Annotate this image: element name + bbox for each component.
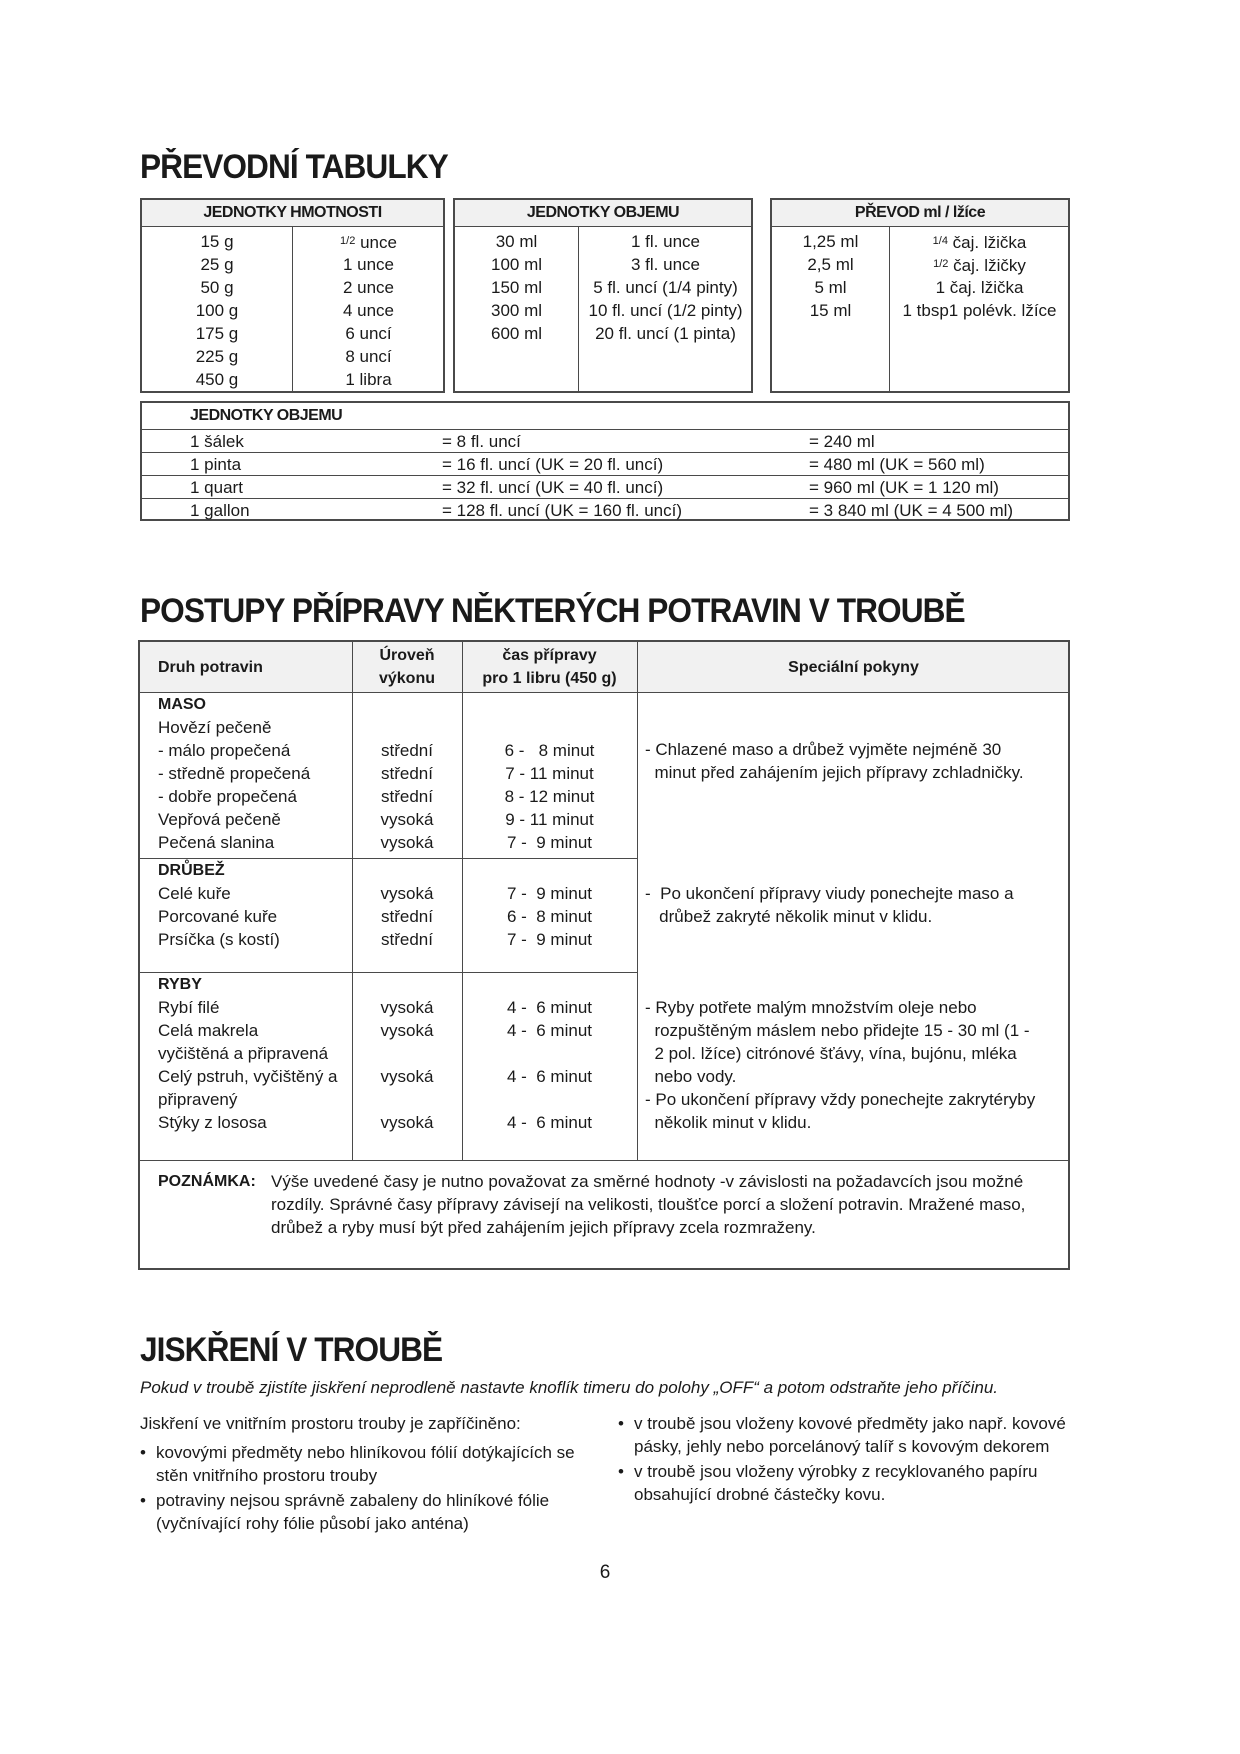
weight-ounces-cell: $^{1/2}$ unce <box>340 233 397 252</box>
cooking-time <box>462 716 637 739</box>
weight-grams-cell: 25 g <box>200 255 234 274</box>
spoon-ml-column <box>772 230 889 322</box>
weight-ounces-cell: 1 libra <box>345 370 392 389</box>
spoon-spoon-column <box>889 230 1070 322</box>
cooking-time: 7 - 9 minut <box>506 833 593 852</box>
food-name: Porcované kuře <box>158 907 278 926</box>
sparking-section-title: JISKŘENÍ V TROUBĚ <box>140 1331 443 1369</box>
cooking-time: 7 - 9 minut <box>506 884 593 903</box>
weight-grams-cell: 50 g <box>200 278 234 297</box>
power-level: vysoká <box>380 998 434 1017</box>
note-line: - Chlazené maso a drůbež vyjměte nejméně 30 <box>645 740 1002 759</box>
power-level: vysoká <box>380 1021 434 1040</box>
special-notes <box>645 882 1014 928</box>
weight-ounces-cell: 2 unce <box>342 278 395 297</box>
power-level: vysoká <box>380 833 434 852</box>
volume-equivalents-table <box>140 401 1070 521</box>
fl-oz-value: = 128 fl. uncí (UK = 160 fl. uncí) <box>442 501 683 520</box>
volume-oz-cell: 1 fl. unce <box>631 232 700 251</box>
sparking-right-column <box>618 1412 1070 1506</box>
volume-equivalents-row <box>142 429 1068 453</box>
power-level: vysoká <box>380 884 434 903</box>
fraction: 1/4 <box>932 235 948 247</box>
note-line: minut před zahájením jejich přípravy zchladničky. <box>645 763 1024 782</box>
note-line: - Po ukončení přípravy viudy ponechejte maso a <box>645 884 1014 903</box>
special-notes <box>645 996 1035 1134</box>
weight-ounces-cell: 4 unce <box>342 301 395 320</box>
power-column <box>352 716 462 854</box>
sparking-cause-item: • potraviny nejsou správně zabaleny do hliníkové fólie (vyčnívající rohy fólie působí jako anténa) <box>140 1489 600 1535</box>
power-level <box>352 1042 462 1065</box>
volume-units-header: JEDNOTKY OBJEMU <box>455 200 751 227</box>
volume-units-table <box>453 198 753 393</box>
unit-name: 1 šálek <box>190 432 244 451</box>
spoon-spoon-cell: 1 čaj. lžička <box>935 278 1024 297</box>
power-level: střední <box>381 907 433 926</box>
time-column <box>462 996 637 1134</box>
time-column <box>462 882 637 951</box>
weight-ounces-column <box>292 230 445 391</box>
power-level: střední <box>381 930 433 949</box>
food-name: Pečená slanina <box>158 833 275 852</box>
header-food: Druh potravin <box>158 659 263 676</box>
fl-oz-value: = 16 fl. uncí (UK = 20 fl. uncí) <box>442 455 664 474</box>
sparking-cause-item: • v troubě jsou vloženy výrobky z recyklovaného papíru obsahující drobné částečky kovu. <box>618 1460 1070 1506</box>
header-time: čas přípravy pro 1 libru (450 g) <box>482 647 617 687</box>
spoon-conversion-header: PŘEVOD ml / lžíce <box>772 200 1068 227</box>
fl-oz-value: = 32 fl. uncí (UK = 40 fl. uncí) <box>442 478 664 497</box>
food-name: Vepřová pečeně <box>158 810 281 829</box>
group-title: DRŮBEŽ <box>158 862 225 879</box>
note-line: několik minut v klidu. <box>645 1113 812 1132</box>
sparking-left-column <box>140 1412 600 1535</box>
weight-ounces-cell: 6 uncí <box>345 324 392 343</box>
cooking-time: 4 - 6 minut <box>506 1067 593 1086</box>
fraction: 1/2 <box>933 258 949 270</box>
food-name: vyčištěná a připravená <box>158 1044 329 1063</box>
group-title: MASO <box>158 696 206 713</box>
volume-ml-cell: 30 ml <box>495 232 538 251</box>
weight-grams-cell: 450 g <box>195 370 239 389</box>
food-column <box>158 996 338 1134</box>
spoon-ml-cell: 15 ml <box>809 301 852 320</box>
page-title-conversion-tables: PŘEVODNÍ TABULKY <box>140 148 448 186</box>
note-label: POZNÁMKA: <box>158 1173 256 1190</box>
ml-value: = 3 840 ml (UK = 4 500 ml) <box>809 501 1014 520</box>
volume-equivalents-header: JEDNOTKY OBJEMU <box>190 407 343 424</box>
food-name: Prsíčka (s kostí) <box>158 930 280 949</box>
volume-equivalents-row <box>142 498 1068 522</box>
weight-grams-column <box>142 230 292 391</box>
cooking-time: 6 - 8 minut <box>506 907 593 926</box>
cooking-table <box>138 640 1070 1270</box>
note-line: drůbež zakryté několik minut v klidu. <box>645 907 933 926</box>
note-line: 2 pol. lžíce) citrónové šťávy, vína, bujónu, mléka <box>645 1044 1017 1063</box>
cooking-time: 7 - 11 minut <box>505 764 594 783</box>
note-line: - Ryby potřete malým množstvím oleje nebo <box>645 998 977 1017</box>
volume-oz-cell: 5 fl. uncí (1/4 pinty) <box>593 278 738 297</box>
cooking-time: 8 - 12 minut <box>504 787 595 806</box>
volume-equivalents-row <box>142 475 1068 499</box>
cooking-time: 4 - 6 minut <box>506 1021 593 1040</box>
food-name: Hovězí pečeně <box>158 718 272 737</box>
header-notes: Speciální pokyny <box>788 659 919 676</box>
spoon-spoon-cell: $^{1/2}$ čaj. lžičky <box>933 256 1026 275</box>
header-power: Úroveň výkonu <box>378 647 435 687</box>
food-name: Celý pstruh, vyčištěný a <box>158 1067 338 1086</box>
sparking-cause-item: • kovovými předměty nebo hliníkovou fólií dotýkajících se stěn vnitřního prostoru trouby <box>140 1441 600 1487</box>
note-line: rozpuštěným máslem nebo přidejte 15 - 30 ml (1 - <box>645 1021 1030 1040</box>
spoon-ml-cell: 2,5 ml <box>807 255 854 274</box>
weight-grams-cell: 100 g <box>195 301 239 320</box>
volume-oz-cell: 10 fl. uncí (1/2 pinty) <box>588 301 743 320</box>
food-name: Stýky z lososa <box>158 1113 267 1132</box>
volume-oz-cell: 3 fl. unce <box>631 255 700 274</box>
power-column <box>352 996 462 1134</box>
food-name: Celá makrela <box>158 1021 259 1040</box>
ml-value: = 960 ml (UK = 1 120 ml) <box>809 478 999 497</box>
volume-equivalents-row <box>142 452 1068 476</box>
volume-oz-column <box>578 230 753 345</box>
weight-ounces-cell: 8 uncí <box>345 347 392 366</box>
spoon-spoon-cell: $^{1/4}$ čaj. lžička <box>932 233 1027 252</box>
special-notes <box>645 738 1024 784</box>
volume-oz-cell: 20 fl. uncí (1 pinta) <box>595 324 736 343</box>
cooking-time: 9 - 11 minut <box>505 810 594 829</box>
weight-grams-cell: 15 g <box>200 232 234 251</box>
group-title: RYBY <box>158 976 202 993</box>
sparking-subtitle: Pokud v troubě zjistíte jiskření neprodleně nastavte knoflík timeru do polohy „OFF“ a potom odstraňte jeho příčinu. <box>140 1378 998 1397</box>
volume-ml-cell: 600 ml <box>490 324 543 343</box>
time-column <box>462 716 637 854</box>
power-level: střední <box>381 741 433 760</box>
volume-ml-cell: 150 ml <box>490 278 543 297</box>
spoon-ml-cell: 5 ml <box>814 278 847 297</box>
power-level: střední <box>381 764 433 783</box>
power-level <box>352 1088 462 1111</box>
weight-ounces-cell: 1 unce <box>342 255 395 274</box>
volume-ml-column <box>455 230 578 345</box>
sparking-intro: Jiskření ve vnitřním prostoru trouby je zapříčiněno: <box>140 1414 521 1433</box>
sparking-cause-item: • v troubě jsou vloženy kovové předměty jako např. kovové pásky, jehly nebo porcelánový talíř s kovovým dekorem <box>618 1412 1070 1458</box>
food-name: Rybí filé <box>158 998 220 1017</box>
cooking-time: 7 - 9 minut <box>506 930 593 949</box>
weight-units-header: JEDNOTKY HMOTNOSTI <box>142 200 443 227</box>
unit-name: 1 quart <box>190 478 243 497</box>
volume-ml-cell: 100 ml <box>490 255 543 274</box>
cooking-time: 6 - 8 minut <box>504 741 595 760</box>
power-level <box>352 716 462 739</box>
power-column <box>352 882 462 951</box>
fl-oz-value: = 8 fl. uncí <box>442 432 521 451</box>
spoon-conversion-table <box>770 198 1070 393</box>
power-level: vysoká <box>380 810 434 829</box>
weight-grams-cell: 175 g <box>195 324 239 343</box>
unit-name: 1 gallon <box>190 501 250 520</box>
fraction: 1/2 <box>340 235 356 247</box>
weight-units-table <box>140 198 445 393</box>
ml-value: = 480 ml (UK = 560 ml) <box>809 455 985 474</box>
food-name: - dobře propečená <box>158 787 297 806</box>
spoon-spoon-cell: 1 tbsp1 polévk. lžíce <box>902 301 1057 320</box>
note-line: - Po ukončení přípravy vždy ponechejte zakrytéryby <box>645 1090 1036 1109</box>
spoon-ml-cell: 1,25 ml <box>802 232 859 251</box>
weight-grams-cell: 225 g <box>195 347 239 366</box>
food-name: Celé kuře <box>158 884 231 903</box>
cooking-time: 4 - 6 minut <box>506 1113 593 1132</box>
volume-ml-cell: 300 ml <box>490 301 543 320</box>
power-level: střední <box>381 787 433 806</box>
power-level: vysoká <box>380 1113 434 1132</box>
cooking-time <box>462 1088 637 1111</box>
note-line: nebo vody. <box>645 1067 737 1086</box>
food-name: - středně propečená <box>158 764 311 783</box>
ml-value: = 240 ml <box>809 432 875 451</box>
food-column <box>158 716 310 854</box>
cooking-time: 4 - 6 minut <box>506 998 593 1017</box>
cooking-time <box>462 1042 637 1065</box>
note-text: Výše uvedené časy je nutno považovat za směrné hodnoty -v závislosti na požadavcích jsou možné rozdíly. Správné časy přípravy závisejí na velikosti, tloušťce porcí a složení potravin. Mražené maso, drůbež a ryby musí být před zahájením jejich přípravy zcela rozmraženy. <box>271 1172 1026 1237</box>
food-name: - málo propečená <box>158 741 291 760</box>
cooking-section-title: POSTUPY PŘÍPRAVY NĚKTERÝCH POTRAVIN V TROUBĚ <box>140 592 965 630</box>
power-level: vysoká <box>380 1067 434 1086</box>
food-name: připravený <box>158 1090 238 1109</box>
unit-name: 1 pinta <box>190 455 242 474</box>
food-column <box>158 882 280 951</box>
page-number: 6 <box>599 1562 611 1583</box>
